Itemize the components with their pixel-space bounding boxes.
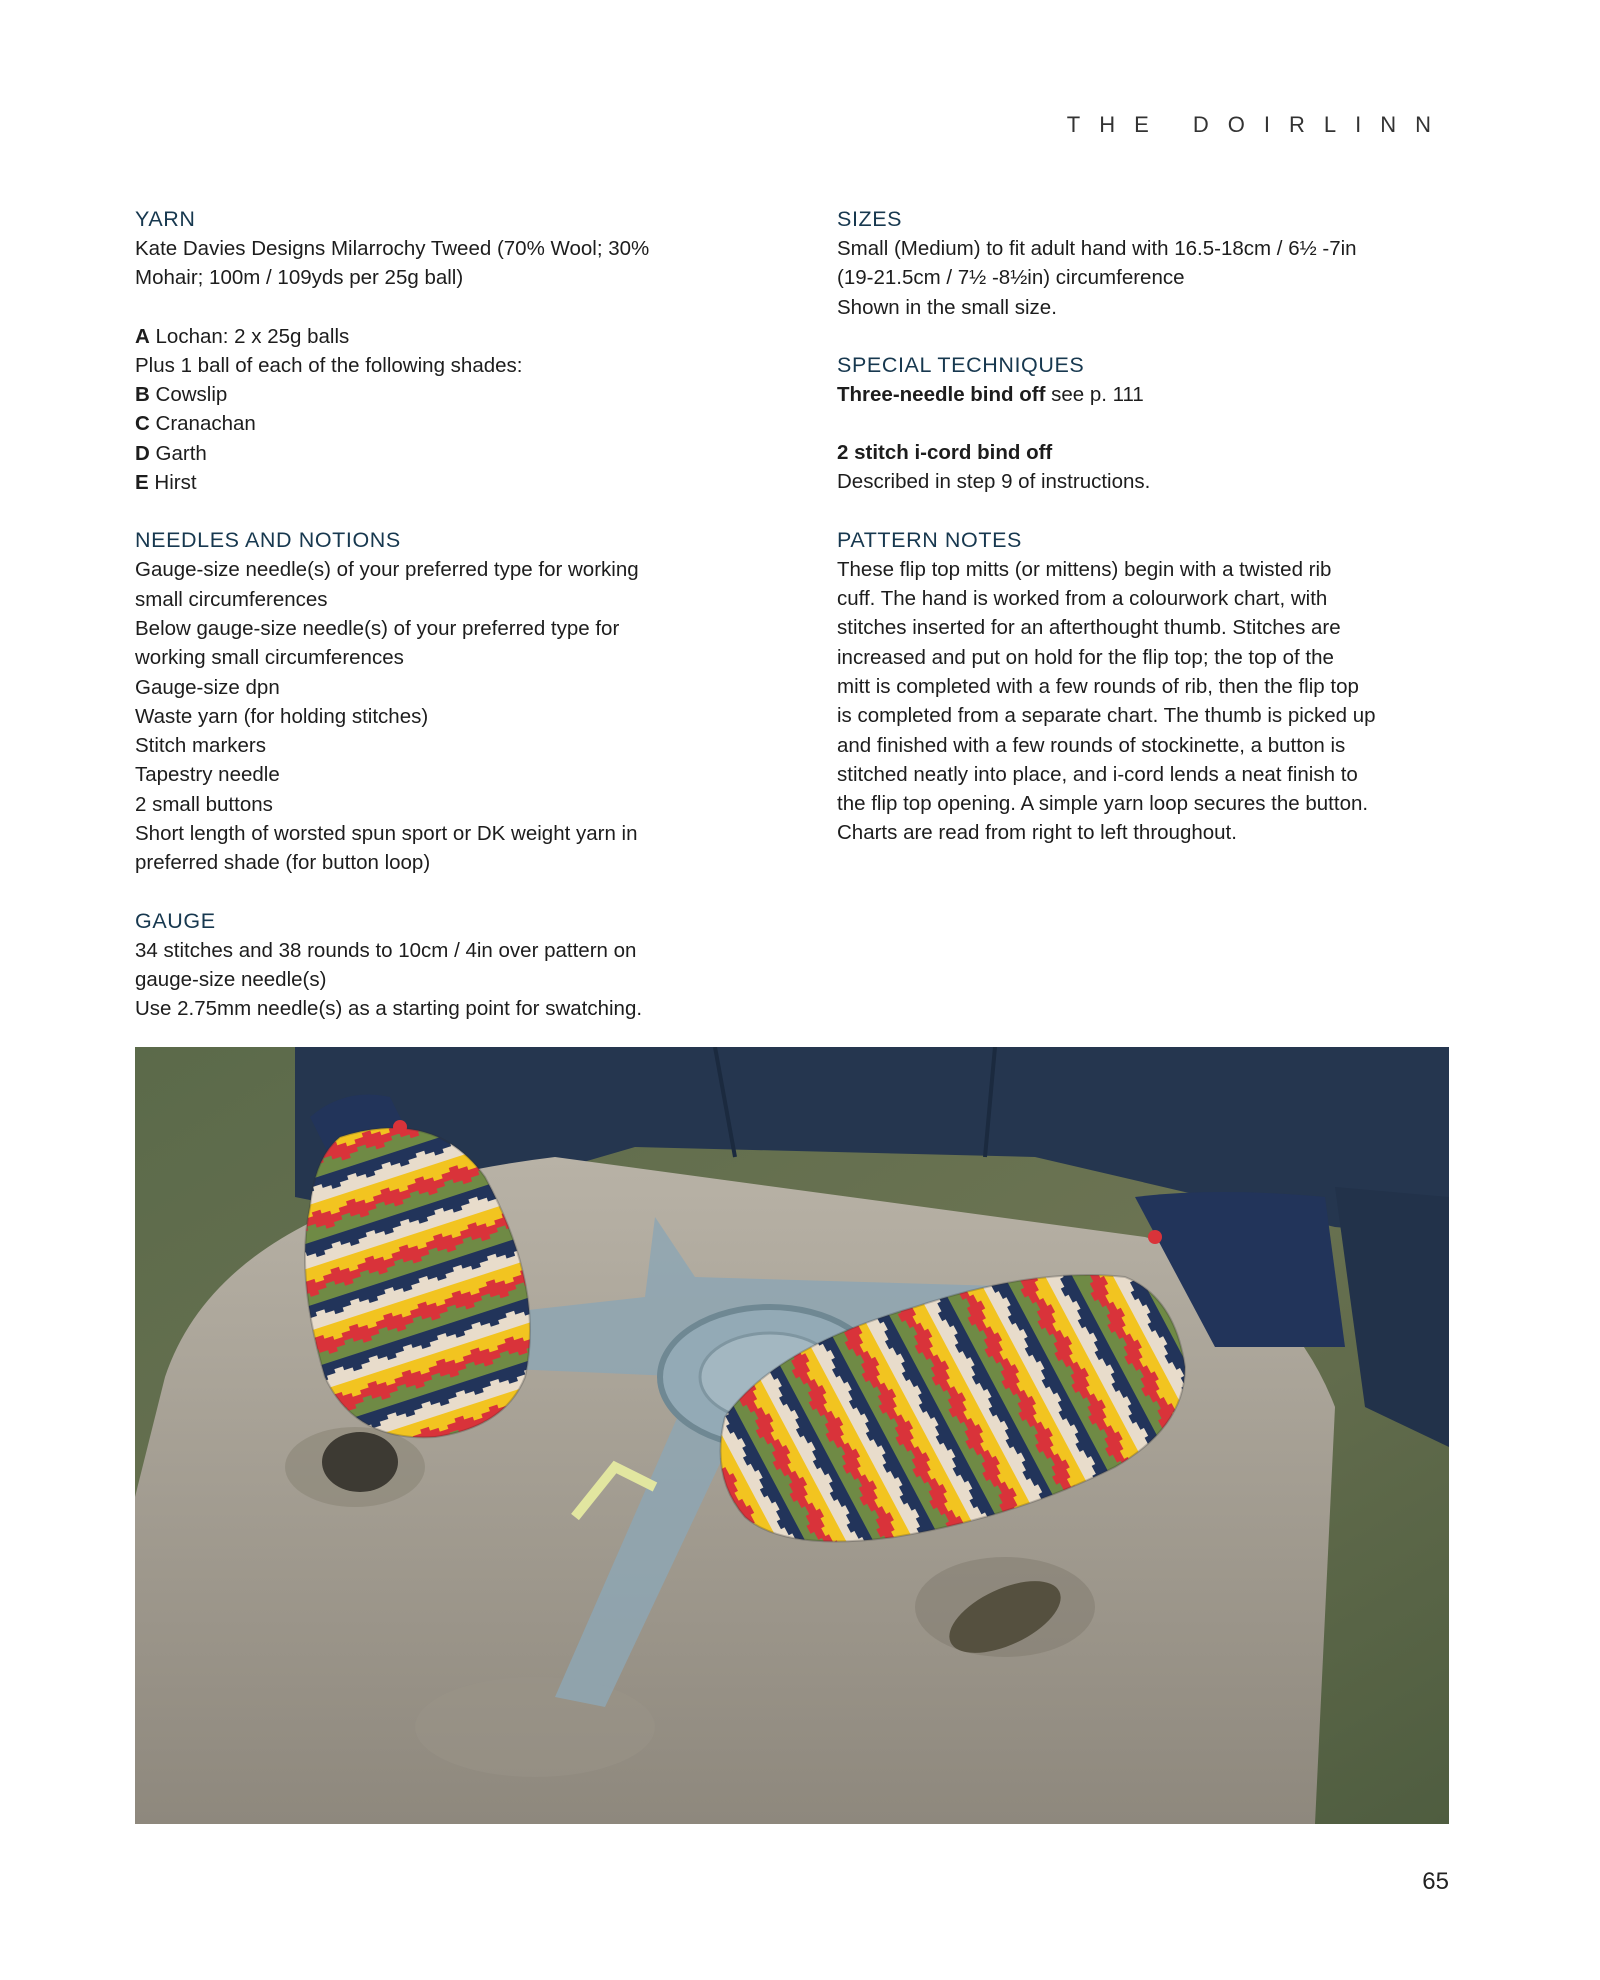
- shade-letter: E: [135, 471, 149, 495]
- gauge-heading: GAUGE: [135, 908, 216, 933]
- shade-item: [135, 409, 725, 438]
- yarn-section: [135, 205, 725, 497]
- yarn-plus-line: Plus 1 ball of each of the following shades:: [135, 353, 523, 377]
- shade-letter: A: [135, 324, 150, 348]
- techniques-section: [837, 351, 1427, 497]
- needles-line: preferred shade (for button loop): [135, 851, 431, 875]
- notes-line: Charts are read from right to left throughout.: [837, 821, 1237, 845]
- notes-line: stitches inserted for an afterthought thumb. Stitches are: [837, 616, 1341, 640]
- technique-title: 2 stitch i-cord bind off: [837, 441, 1053, 465]
- technique-three-needle: [837, 380, 1427, 409]
- needles-line: small circumferences: [135, 587, 328, 611]
- needles-line: Below gauge-size needle(s) of your preferred type for: [135, 616, 620, 640]
- needles-line: Short length of worsted spun sport or DK weight yarn in: [135, 822, 638, 846]
- shade-name: Cranachan: [155, 412, 256, 436]
- needles-section: [135, 526, 725, 877]
- shade-name: Cowslip: [155, 383, 228, 407]
- pillar-hole: [322, 1432, 398, 1492]
- shade-item: [135, 468, 725, 497]
- needles-line: Gauge-size dpn: [135, 675, 280, 699]
- sizes-line: Shown in the small size.: [837, 295, 1057, 319]
- needles-line: working small circumferences: [135, 646, 404, 670]
- techniques-heading: SPECIAL TECHNIQUES: [837, 352, 1085, 377]
- running-head: THE DOIRLINN: [1066, 112, 1450, 137]
- notes-line: cuff. The hand is worked from a colourwork chart, with: [837, 587, 1328, 611]
- notes-section: [837, 526, 1427, 848]
- gauge-section: [135, 907, 725, 1024]
- yarn-heading: YARN: [135, 207, 196, 231]
- shade-letter: B: [135, 383, 150, 407]
- sizes-heading: SIZES: [837, 207, 903, 231]
- needles-line: Stitch markers: [135, 734, 266, 758]
- technique-icord: [837, 438, 1427, 467]
- technique-ref: see p. 111: [1045, 382, 1144, 406]
- notes-line: is completed from a separate chart. The thumb is picked up: [837, 704, 1376, 728]
- shade-name: Hirst: [154, 471, 197, 495]
- shade-letter: C: [135, 412, 150, 436]
- notes-line: and finished with a few rounds of stockinette, a button is: [837, 733, 1346, 757]
- sizes-line: Small (Medium) to fit adult hand with 16.5-18cm / 6½ -7in: [837, 237, 1357, 260]
- gauge-line: 34 stitches and 38 rounds to 10cm / 4in over pattern on: [135, 938, 637, 962]
- notes-line: mitt is completed with a few rounds of rib, then the flip top: [837, 674, 1359, 698]
- gauge-line: gauge-size needle(s): [135, 967, 327, 991]
- shade-name: Garth: [155, 441, 207, 465]
- needles-heading: NEEDLES AND NOTIONS: [135, 528, 401, 553]
- sizes-line: (19-21.5cm / 7½ -8½in) circumference: [837, 266, 1185, 290]
- shade-list: [135, 380, 725, 497]
- needles-line: Gauge-size needle(s) of your preferred type for working: [135, 558, 639, 582]
- left-column: [135, 205, 725, 1053]
- page-number: 65: [1422, 1868, 1449, 1895]
- needles-line: Tapestry needle: [135, 763, 280, 787]
- needles-line: 2 small buttons: [135, 792, 273, 816]
- gauge-line: Use 2.75mm needle(s) as a starting point for swatching.: [135, 997, 643, 1021]
- notes-line: increased and put on hold for the flip top; the top of the: [837, 645, 1334, 669]
- right-column: [837, 205, 1427, 877]
- sizes-section: [837, 205, 1427, 322]
- mittens-photo-illustration: [135, 1047, 1449, 1824]
- technique-title: Three-needle bind off: [837, 382, 1046, 406]
- yarn-desc-line: Mohair; 100m / 109yds per 25g ball): [135, 266, 464, 290]
- needles-line: Waste yarn (for holding stitches): [135, 704, 429, 728]
- mittens-photo: [135, 1047, 1449, 1824]
- yarn-shade-a: [135, 322, 725, 351]
- yarn-desc-line: Kate Davies Designs Milarrochy Tweed (70% Wool; 30%: [135, 237, 650, 260]
- shade-item: [135, 380, 725, 409]
- notes-line: These flip top mitts (or mittens) begin with a twisted rib: [837, 557, 1332, 581]
- notes-line: the flip top opening. A simple yarn loop secures the button.: [837, 792, 1369, 816]
- notes-heading: PATTERN NOTES: [837, 527, 1022, 552]
- shade-letter: D: [135, 441, 150, 465]
- shade-name: Lochan: 2 x 25g balls: [155, 324, 350, 348]
- shade-item: [135, 439, 725, 468]
- technique-desc: Described in step 9 of instructions.: [837, 470, 1151, 494]
- notes-line: stitched neatly into place, and i-cord lends a neat finish to: [837, 762, 1358, 786]
